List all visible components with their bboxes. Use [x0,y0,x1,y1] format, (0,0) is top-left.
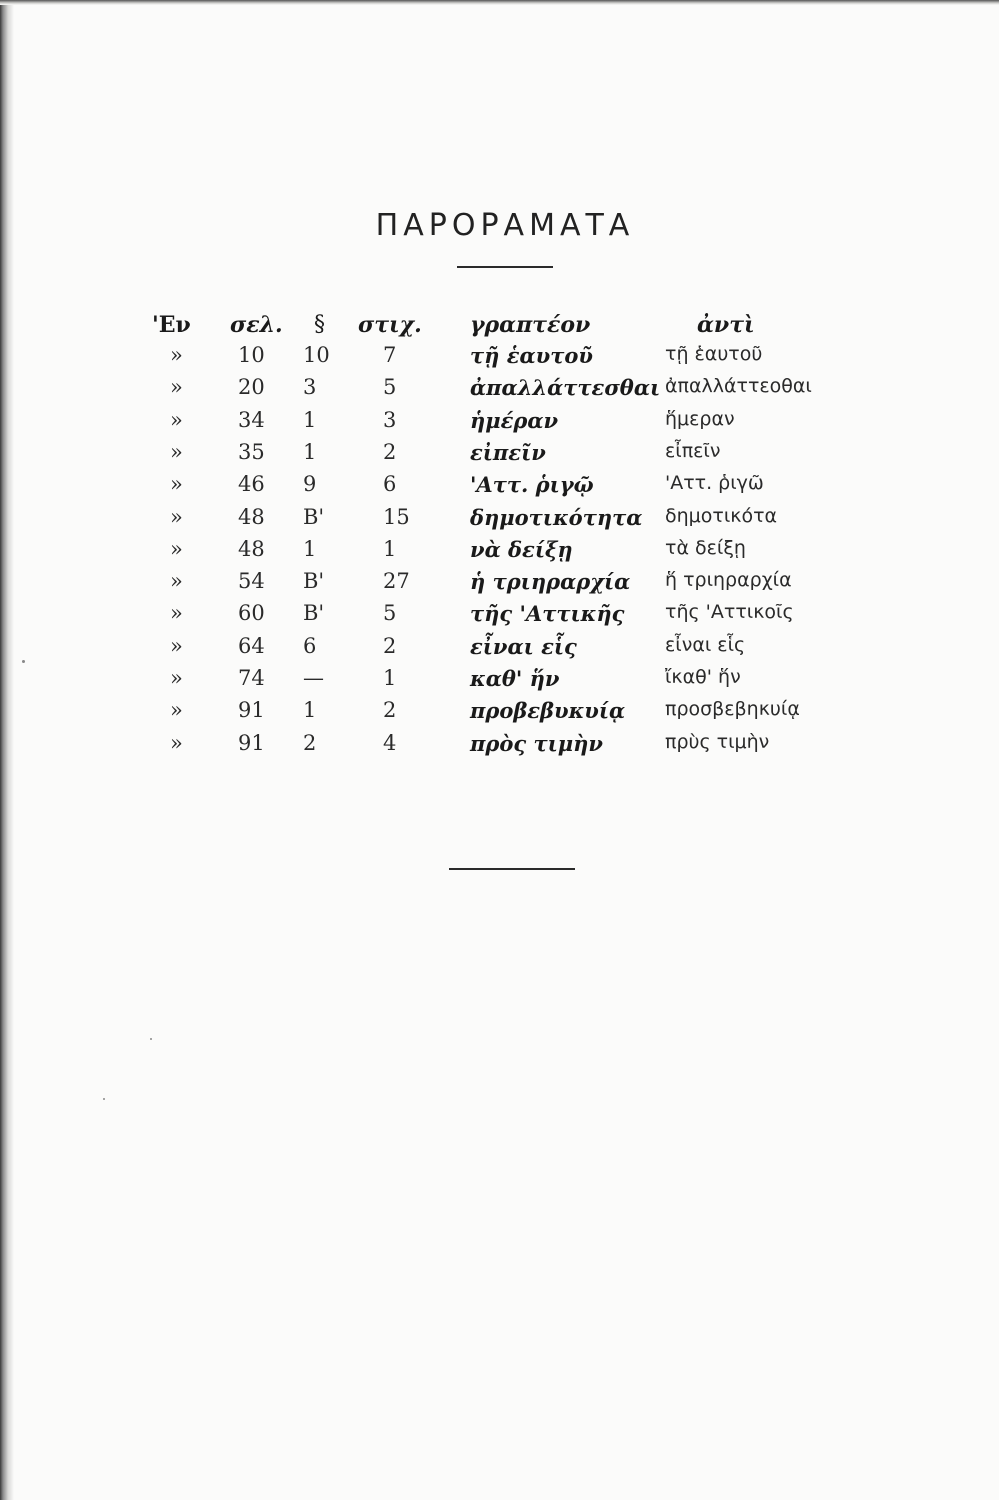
row-line: 3 [383,407,397,432]
row-line: 15 [383,504,410,529]
row-line: 2 [383,698,397,723]
row-line: 6 [383,472,397,497]
row-line: 2 [383,633,397,658]
paper-speck [22,660,25,663]
row-section: 1 [303,698,317,723]
row-page: 74 [238,666,265,690]
row-ditto-mark: » [170,407,183,432]
paper-speck [103,1098,105,1100]
row-line: 1 [383,666,397,690]
header-section: § [314,312,325,337]
row-section: 3 [303,375,317,400]
row-section: 9 [303,472,317,497]
row-ditto-mark: » [170,375,183,400]
row-erroneous-reading: ἴκαθ' ἥν [665,666,741,688]
row-page: 54 [238,569,265,594]
row-page: 34 [238,407,265,432]
row-page: 91 [238,698,265,723]
row-ditto-mark: » [170,472,183,497]
row-page: 64 [238,633,265,658]
row-correct-reading: ἀπαλλάττεσθαι [470,375,661,401]
row-line: 27 [383,569,410,594]
row-correct-reading: ἡμέραν [470,407,559,433]
row-page: 20 [238,375,265,400]
row-section: 1 [303,536,317,561]
row-page: 10 [238,343,265,367]
row-correct-reading: εἶναι εἷς [470,633,577,659]
row-ditto-mark: » [170,439,183,464]
row-section: 2 [303,730,317,755]
row-erroneous-reading: εἶναι εἷς [665,633,746,656]
row-erroneous-reading: τῇ ἑαυτοῦ [665,343,763,365]
page-binding-edge [0,0,14,1500]
row-ditto-mark: » [170,633,183,658]
row-correct-reading: 'Aττ. ῥιγῷ [470,472,594,498]
row-correct-reading: δημοτικότητα [470,504,643,530]
row-erroneous-reading: προσβεβηκυίᾳ [665,698,800,721]
row-ditto-mark: » [170,601,183,626]
row-correct-reading: νὰ δείξῃ [470,536,573,562]
row-line: 5 [383,375,397,400]
row-section: B' [303,569,325,594]
row-erroneous-reading: ἥ τριηραρχία [665,569,792,592]
row-section: B' [303,601,325,626]
page-top-edge [0,0,999,5]
row-correct-reading: πρὸς τιμὴν [470,730,603,756]
closing-rule [449,868,575,870]
paper-speck [150,1038,152,1040]
row-correct-reading: τῇ ἑαυτοῦ [470,343,593,368]
header-read: γραπτέον [470,312,591,338]
row-section: 6 [303,633,317,658]
row-correct-reading: προβεβυκυίᾳ [470,698,626,724]
row-ditto-mark: » [170,343,183,367]
row-page: 35 [238,439,265,464]
row-section: B' [303,504,325,529]
row-erroneous-reading: ἥμεραν [665,407,735,430]
row-erroneous-reading: πρὺς τιμὴν [665,730,770,753]
page-title: ΠΑΡΟΡΑΜΑΤΑ [375,208,635,243]
row-line: 7 [383,343,397,367]
row-section: 1 [303,407,317,432]
row-erroneous-reading: δημοτικότα [665,504,778,527]
row-ditto-mark: » [170,730,183,755]
row-line: 5 [383,601,397,626]
row-section: 10 [303,343,330,367]
row-line: 4 [383,730,397,755]
row-erroneous-reading: εἶπεῖν [665,439,721,462]
row-ditto-mark: » [170,569,183,594]
row-page: 91 [238,730,265,755]
header-en: 'Eν [152,312,191,338]
row-ditto-mark: » [170,698,183,723]
header-instead: ἀντὶ [697,312,755,338]
row-page: 60 [238,601,265,626]
row-erroneous-reading: 'Aττ. ῥιγῶ [665,472,764,495]
row-erroneous-reading: ἀπαλλάττεοθαι [665,375,812,398]
row-erroneous-reading: τὰ δείξῃ [665,536,746,559]
row-ditto-mark: » [170,666,183,690]
row-correct-reading: καθ' ἥν [470,666,560,691]
row-section: — [303,666,324,690]
row-line: 2 [383,439,397,464]
row-correct-reading: ἡ τριηραρχία [470,569,631,595]
row-page: 48 [238,536,265,561]
row-ditto-mark: » [170,536,183,561]
title-underline [457,266,553,268]
row-section: 1 [303,439,317,464]
row-erroneous-reading: τῆς 'Aττικοῖς [665,601,794,624]
row-page: 46 [238,472,265,497]
row-correct-reading: εἰπεῖν [470,439,546,465]
row-page: 48 [238,504,265,529]
header-line: στιχ. [358,312,422,338]
row-ditto-mark: » [170,504,183,529]
header-page: σελ. [230,312,283,338]
row-correct-reading: τῆς 'Aττικῆς [470,601,625,627]
row-line: 1 [383,536,397,561]
